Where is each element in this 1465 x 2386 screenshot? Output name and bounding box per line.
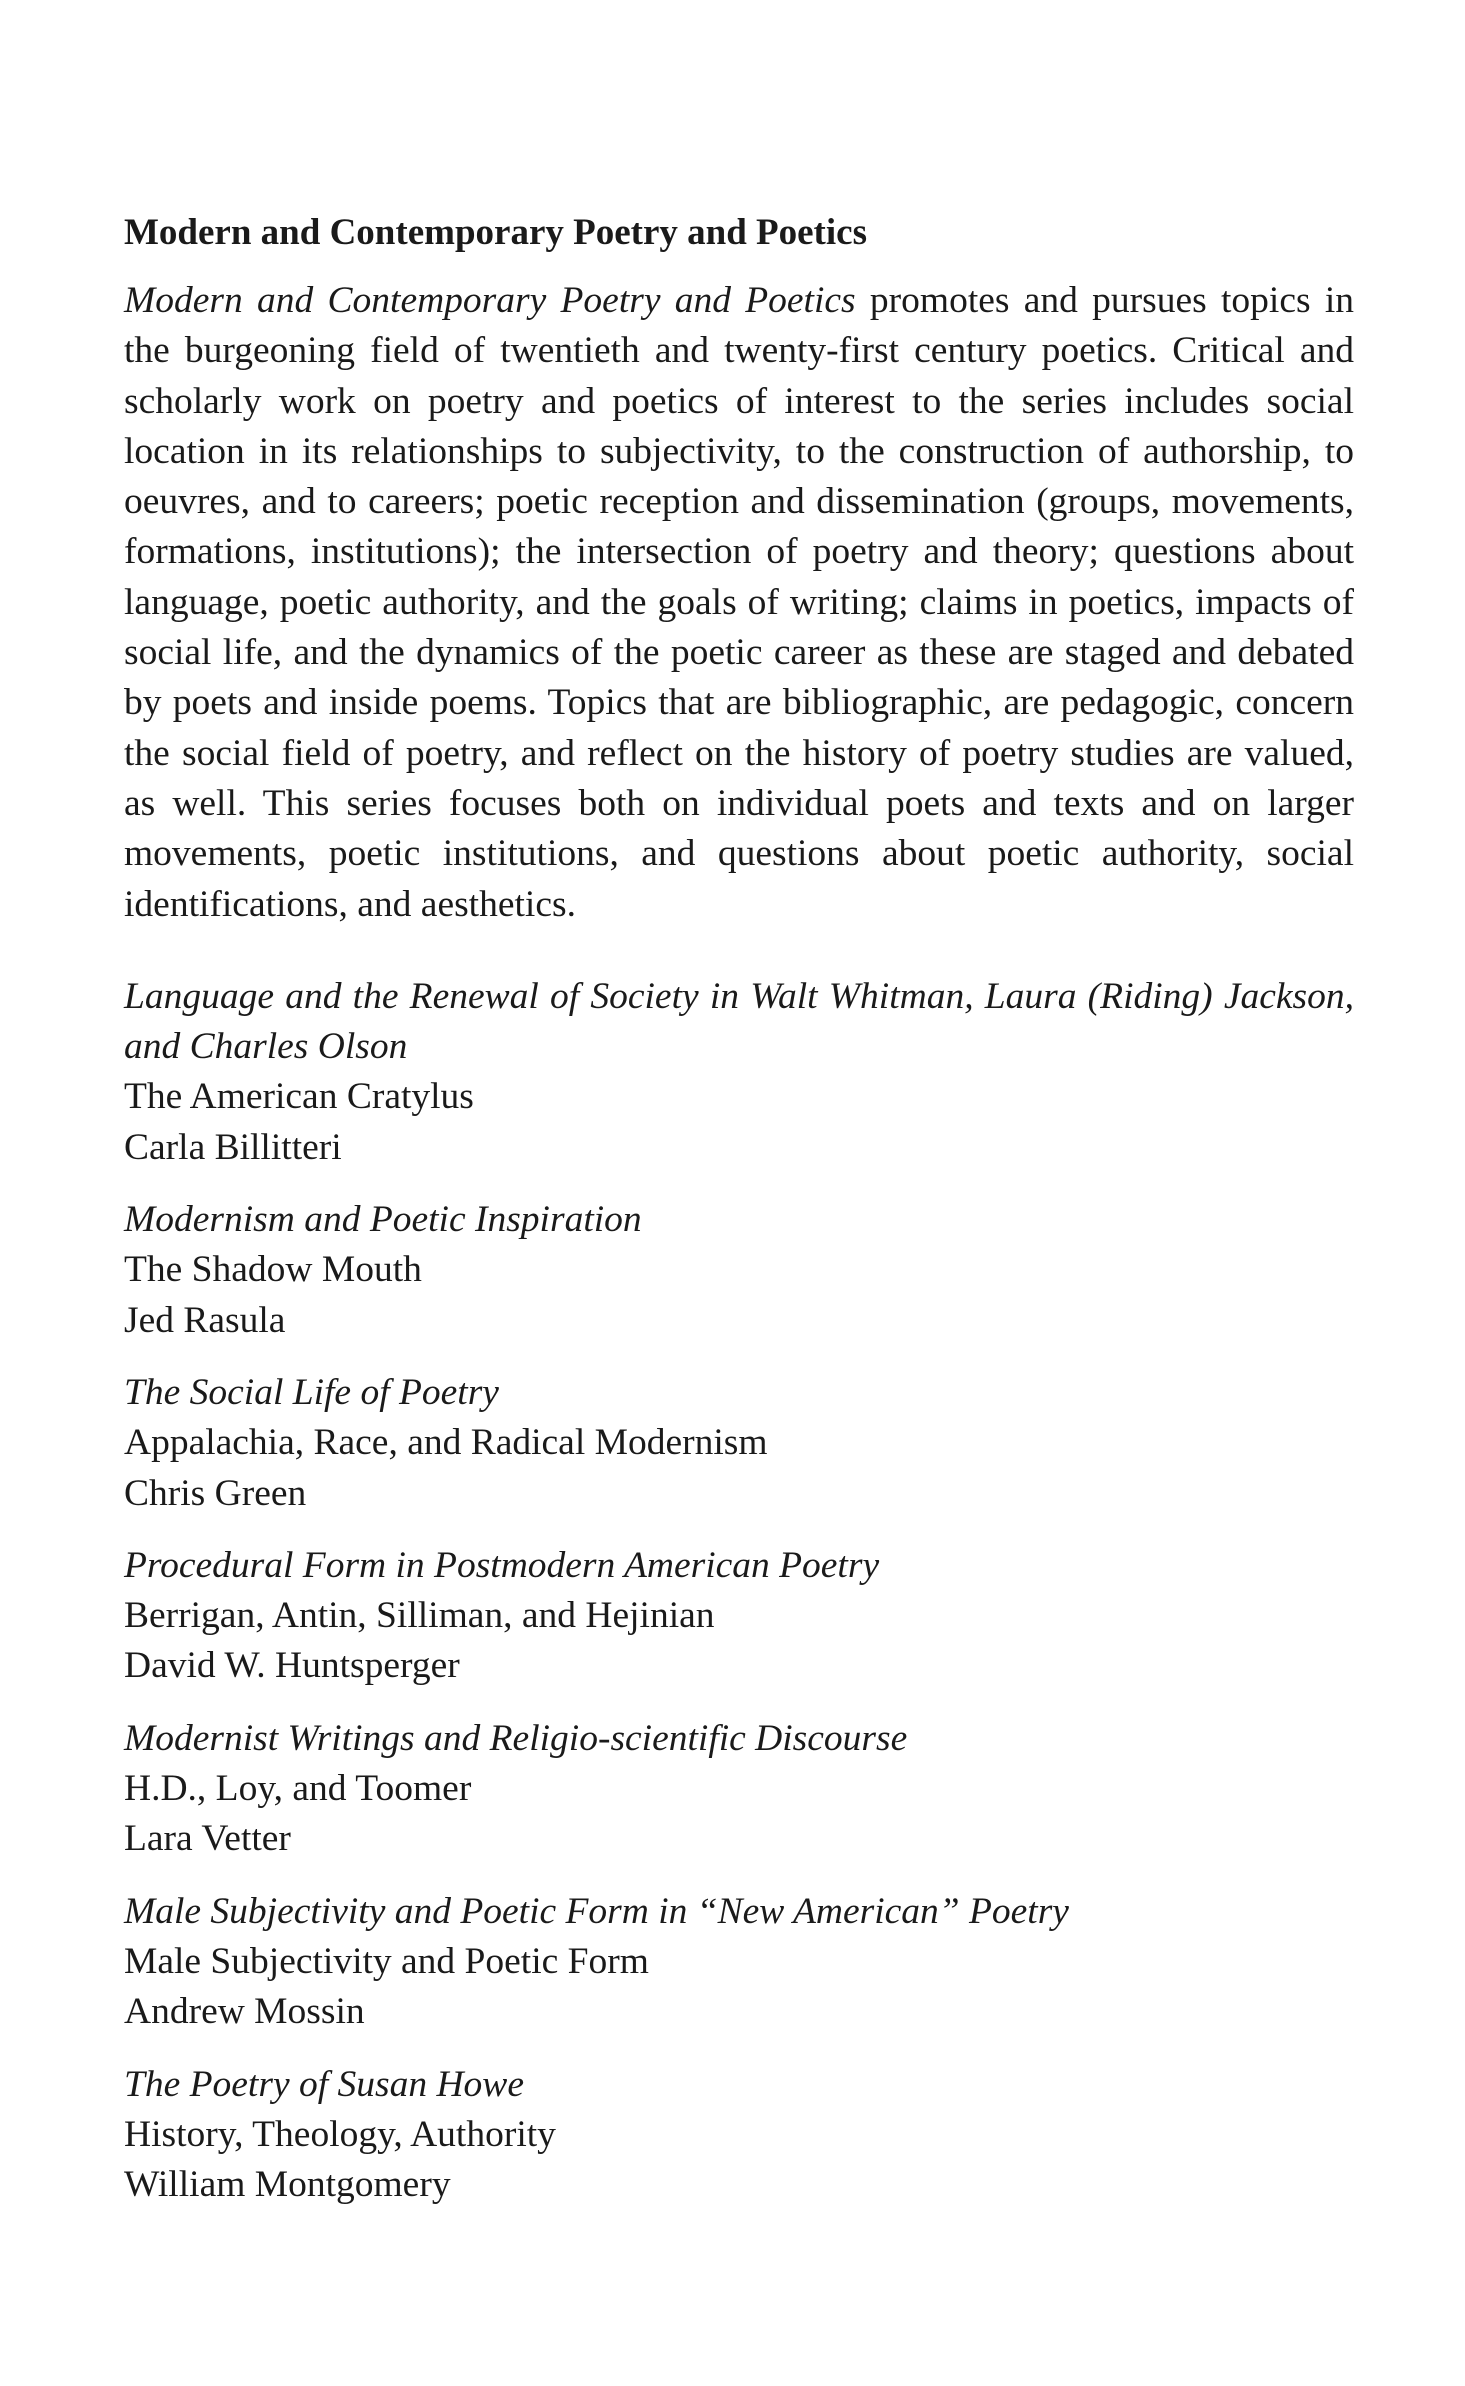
book-title: Modernist Writings and Religio-scientific Discourse	[124, 1717, 908, 1759]
book-subtitle: The American Cratylus	[124, 1076, 474, 1118]
book-title: The Poetry of Susan Howe	[124, 2063, 524, 2105]
book-entry	[124, 1887, 1354, 2038]
book-author: Jed Rasula	[124, 1299, 286, 1341]
book-subtitle: Berrigan, Antin, Silliman, and Hejinian	[124, 1595, 715, 1637]
book-subtitle: The Shadow Mouth	[124, 1249, 422, 1291]
book-author: Chris Green	[124, 1472, 307, 1514]
book-entry	[124, 1368, 1354, 1519]
book-entry	[124, 1541, 1354, 1692]
book-author: Carla Billitteri	[124, 1126, 342, 1168]
series-description-text: promotes and pursues topics in the burgeoning field of twentieth and twenty-first century poetics. Critical and scholarly work on poetry and poetics of interest to the series includes social location in its relationships to subjectivity, to the construction of authorship, to oeuvres, and to careers; poetic reception and dissemination (groups, movements, formations, institutions); the intersection of poetry and theory; questions about language, poetic authority, and the goals of writing; claims in poetics, impacts of social life, and the dynamics of the poetic career as these are staged and debated by poets and inside poems. Topics that are bibliographic, are pedagogic, concern the social field of poetry, and reflect on the history of poetry studies are valued, as well. This series focuses both on individual poets and texts and on larger movements, poetic institutions, and questions about poetic authority, social identifications, and aesthetics.	[124, 280, 1354, 925]
book-title: The Social Life of Poetry	[124, 1371, 499, 1413]
book-title: Male Subjectivity and Poetic Form in “New American” Poetry	[124, 1890, 1069, 1932]
book-subtitle: History, Theology, Authority	[124, 2113, 556, 2155]
book-title: Language and the Renewal of Society in Walt Whitman, Laura (Riding) Jackson, and Charles Olson	[124, 975, 1354, 1068]
book-entry	[124, 1195, 1354, 1346]
book-author: Lara Vetter	[124, 1818, 291, 1860]
book-author: Andrew Mossin	[124, 1991, 365, 2033]
series-page	[124, 208, 1354, 2232]
book-subtitle: H.D., Loy, and Toomer	[124, 1768, 472, 1810]
series-description-italic: Modern and Contemporary Poetry and Poetics	[124, 280, 856, 321]
series-heading: Modern and Contemporary Poetry and Poetics	[124, 212, 867, 253]
book-entry	[124, 2060, 1354, 2211]
book-list	[124, 972, 1354, 2211]
book-author: David W. Huntsperger	[124, 1645, 460, 1687]
book-entry	[124, 1714, 1354, 1865]
book-subtitle: Appalachia, Race, and Radical Modernism	[124, 1422, 768, 1464]
series-description	[124, 276, 1354, 930]
book-title: Modernism and Poetic Inspiration	[124, 1199, 642, 1241]
book-title: Procedural Form in Postmodern American Poetry	[124, 1544, 880, 1586]
book-entry	[124, 972, 1354, 1173]
book-author: William Montgomery	[124, 2164, 451, 2206]
book-subtitle: Male Subjectivity and Poetic Form	[124, 1940, 649, 1982]
